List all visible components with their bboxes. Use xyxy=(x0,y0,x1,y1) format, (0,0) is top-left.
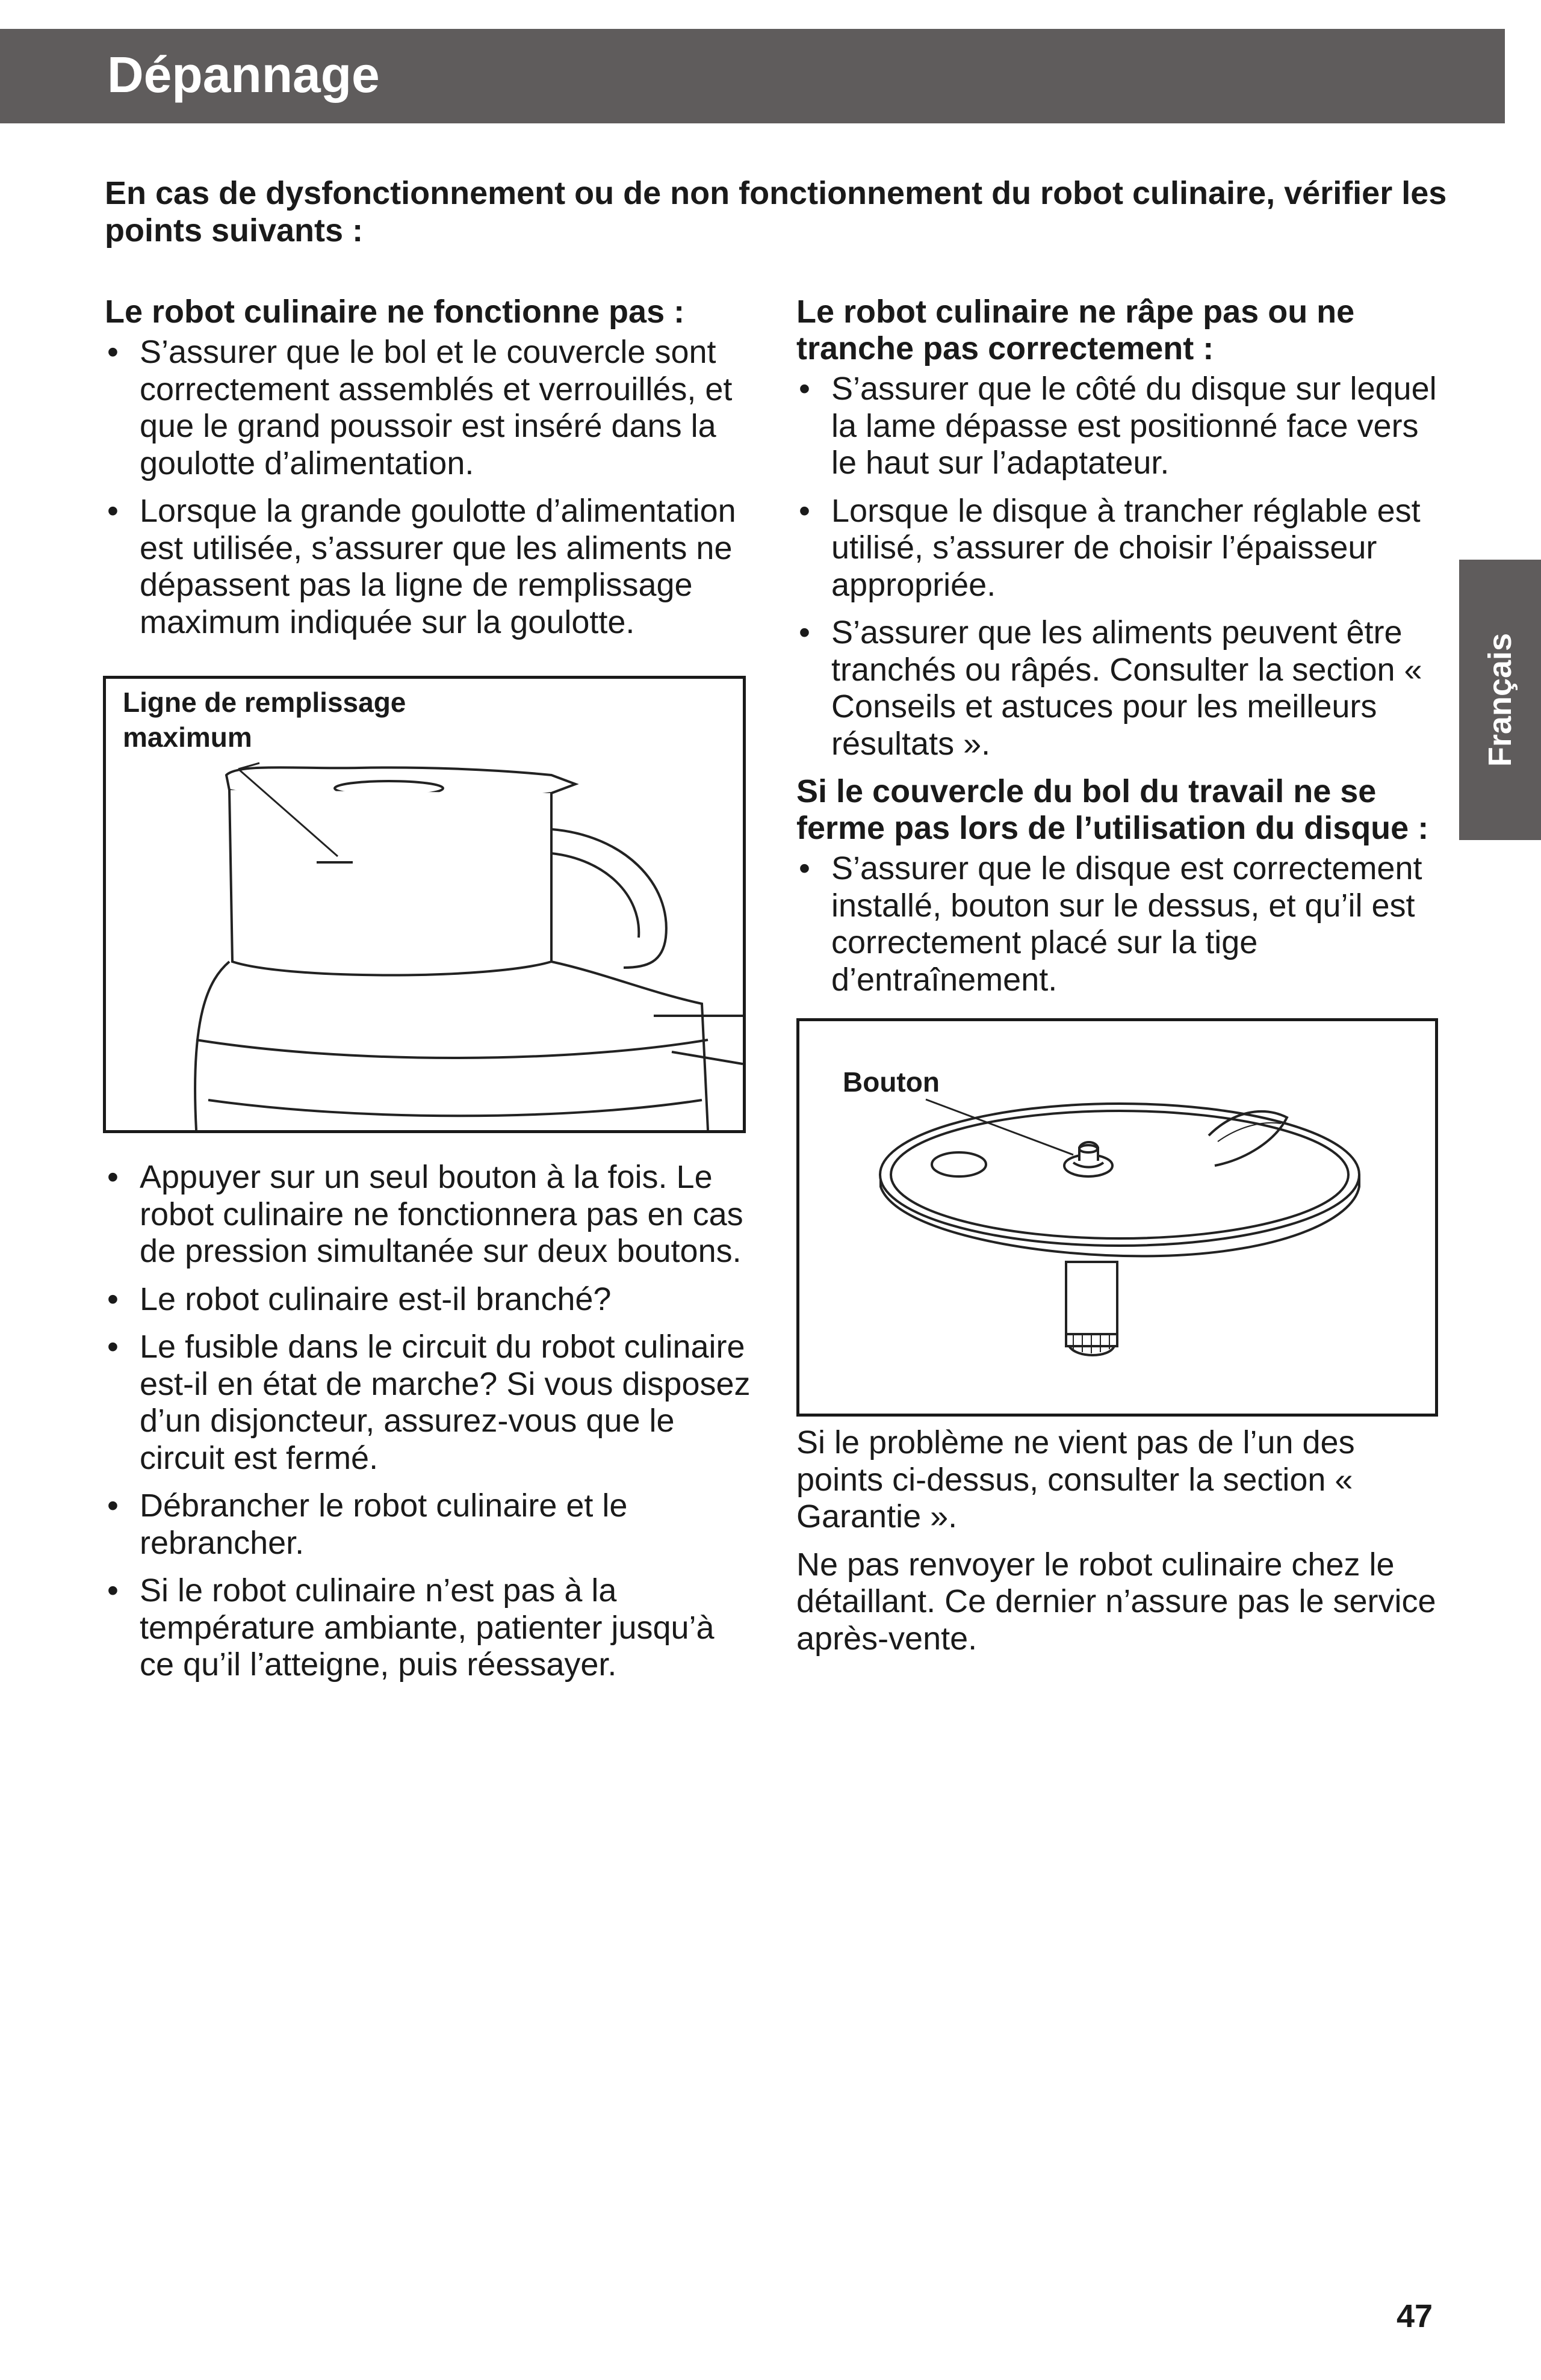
intro-text: En cas de dysfonctionnement ou de non fonctionnement du robot culinaire, vérifier les points suivants : xyxy=(105,175,1447,249)
list-item: • Lorsque la grande goulotte d’alimentation est utilisée, s’assurer que les aliments ne dépassent pas la ligne de remplissage maximum indiquée sur la goulotte. xyxy=(105,493,755,641)
language-tab xyxy=(1459,560,1541,840)
left-bullet-list-2 xyxy=(105,1159,755,1684)
list-item: • Le fusible dans le circuit du robot culinaire est-il en état de marche? Si vous disposez d’un disjoncteur, assurez-vous que le circuit est fermé. xyxy=(105,1329,755,1477)
list-item: • S’assurer que le bol et le couvercle sont correctement assemblés et verrouillés, et que le grand poussoir est inséré dans la goulotte d’alimentation. xyxy=(105,334,755,482)
page-number: 47 xyxy=(1397,2298,1433,2334)
right-bullet-list-2 xyxy=(796,850,1437,998)
list-item: • Débrancher le robot culinaire et le rebrancher. xyxy=(105,1488,755,1562)
list-item: • S’assurer que les aliments peuvent être tranchés ou râpés. Consulter la section « Conseils et astuces pour les meilleurs résultats ». xyxy=(796,614,1437,762)
right-column-top xyxy=(796,294,1437,1009)
language-tab-label: Français xyxy=(1482,632,1518,767)
left-column-top xyxy=(105,294,755,652)
fill-line-figure xyxy=(103,676,746,1133)
left-column-bottom xyxy=(105,1155,755,1695)
disc-button-figure xyxy=(796,1018,1438,1417)
left-heading: Le robot culinaire ne fonctionne pas : xyxy=(105,294,685,330)
section-banner xyxy=(0,29,1505,123)
return-paragraph: Ne pas renvoyer le robot culinaire chez le détaillant. Ce dernier n’assure pas le service après-vente. xyxy=(796,1546,1436,1657)
list-item: • Lorsque le disque à trancher réglable est utilisé, s’assurer de choisir l’épaisseur appropriée. xyxy=(796,493,1437,604)
button-label: Bouton xyxy=(843,1066,940,1098)
list-item: • S’assurer que le disque est correctement installé, bouton sur le dessus, et qu’il est correctement placé sur la tige d’entraînement. xyxy=(796,850,1437,998)
right-heading-1: Le robot culinaire ne râpe pas ou ne tranche pas correctement : xyxy=(796,294,1355,366)
page-title: Dépannage xyxy=(107,46,380,103)
right-column-bottom xyxy=(796,1424,1446,1668)
list-item: • Appuyer sur un seul bouton à la fois. Le robot culinaire ne fonctionnera pas en cas de pression simultanée sur deux boutons. xyxy=(105,1159,755,1270)
list-item: • Si le robot culinaire n’est pas à la température ambiante, patienter jusqu’à ce qu’il l’atteigne, puis réessayer. xyxy=(105,1572,755,1684)
fill-line-label: Ligne de remplissage maximum xyxy=(123,687,406,753)
right-heading-2: Si le couvercle du bol du travail ne se ferme pas lors de l’utilisation du disque : xyxy=(796,773,1429,846)
list-item: • S’assurer que le côté du disque sur lequel la lame dépasse est positionné face vers le haut sur l’adaptateur. xyxy=(796,371,1437,482)
list-item: • Le robot culinaire est-il branché? xyxy=(105,1281,755,1318)
left-bullet-list xyxy=(105,334,755,641)
right-bullet-list-1 xyxy=(796,371,1437,762)
warranty-paragraph: Si le problème ne vient pas de l’un des points ci-dessus, consulter la section « Garantie ». xyxy=(796,1424,1355,1535)
